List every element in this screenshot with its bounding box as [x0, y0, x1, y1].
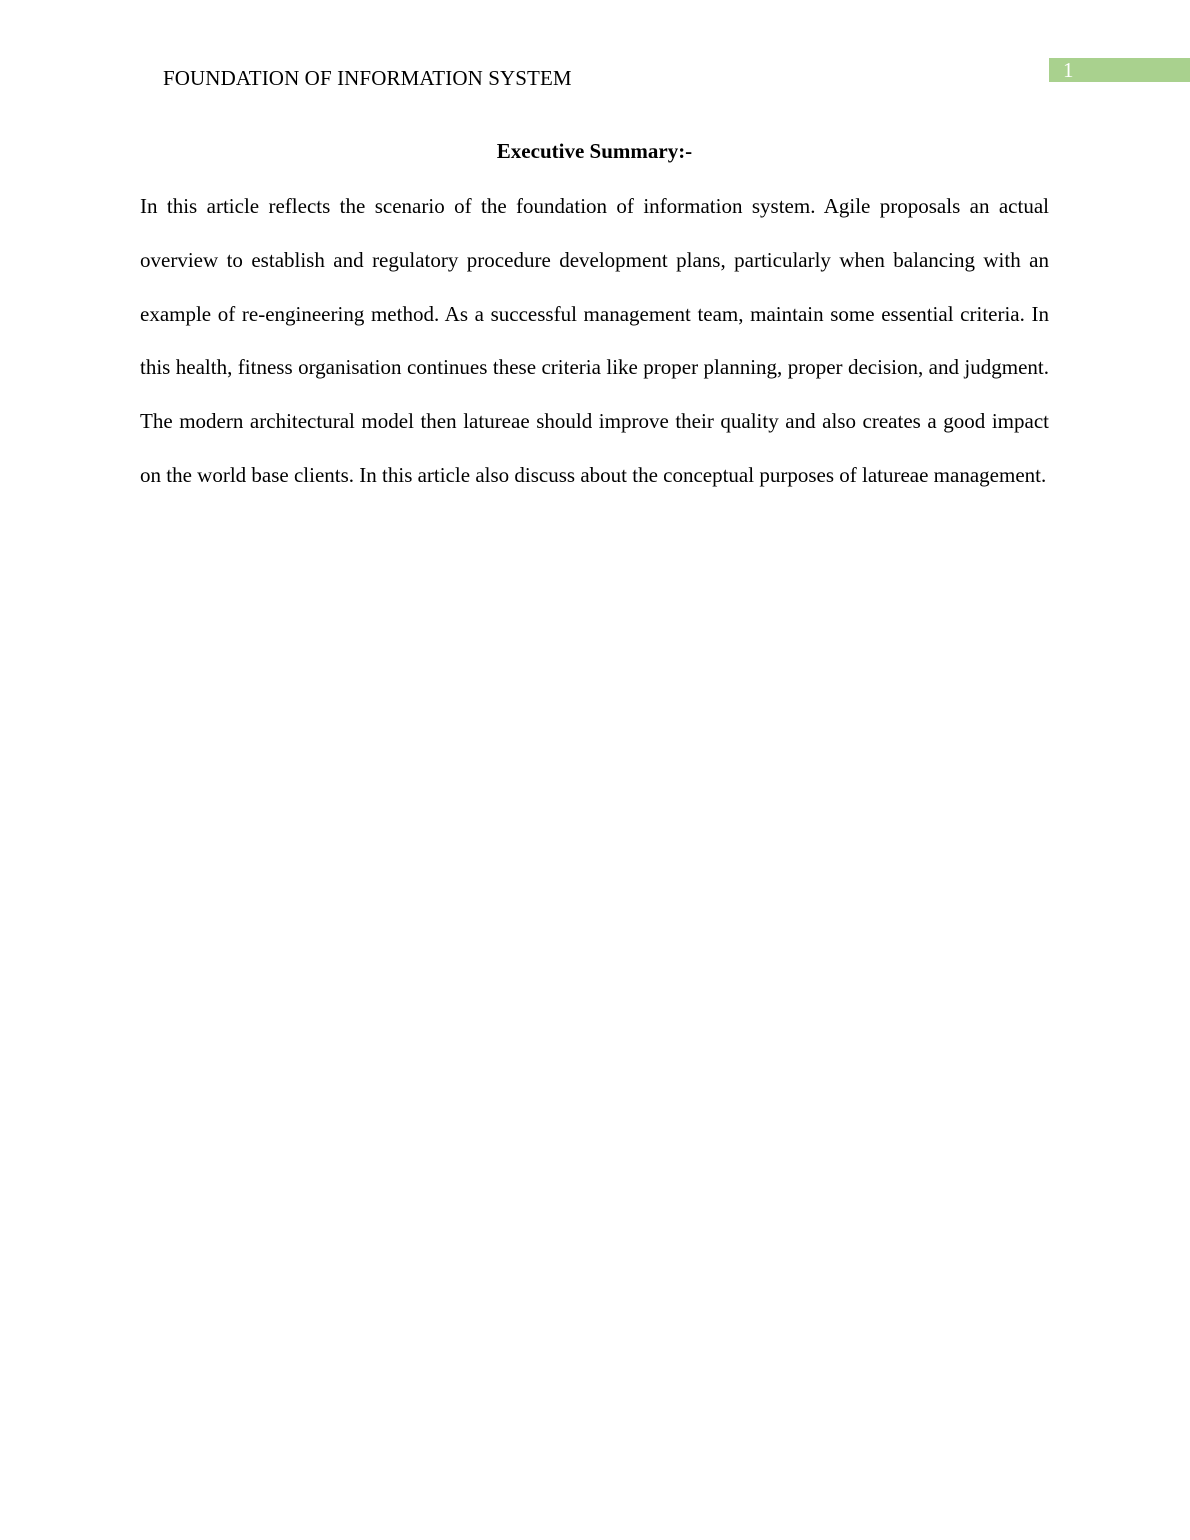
- page-number: 1: [1063, 58, 1074, 82]
- running-header-title: FOUNDATION OF INFORMATION SYSTEM: [163, 66, 572, 90]
- summary-paragraph: In this article reflects the scenario of the foundation of information system. Agile proposals an actual overview to establish and regulatory procedure development plans, particularly when balancing with an example of re-engineering method. As a successful management team, maintain some essential criteria. In this health, fitness organisation continues these criteria like proper planning, proper decision, and judgment. The modern architectural model then latureae should improve their quality and also creates a good impact on the world base clients. In this article also discuss about the conceptual purposes of latureae management.: [140, 194, 1049, 487]
- section-heading: Executive Summary:-: [496, 139, 693, 163]
- page-number-band: [1049, 58, 1190, 82]
